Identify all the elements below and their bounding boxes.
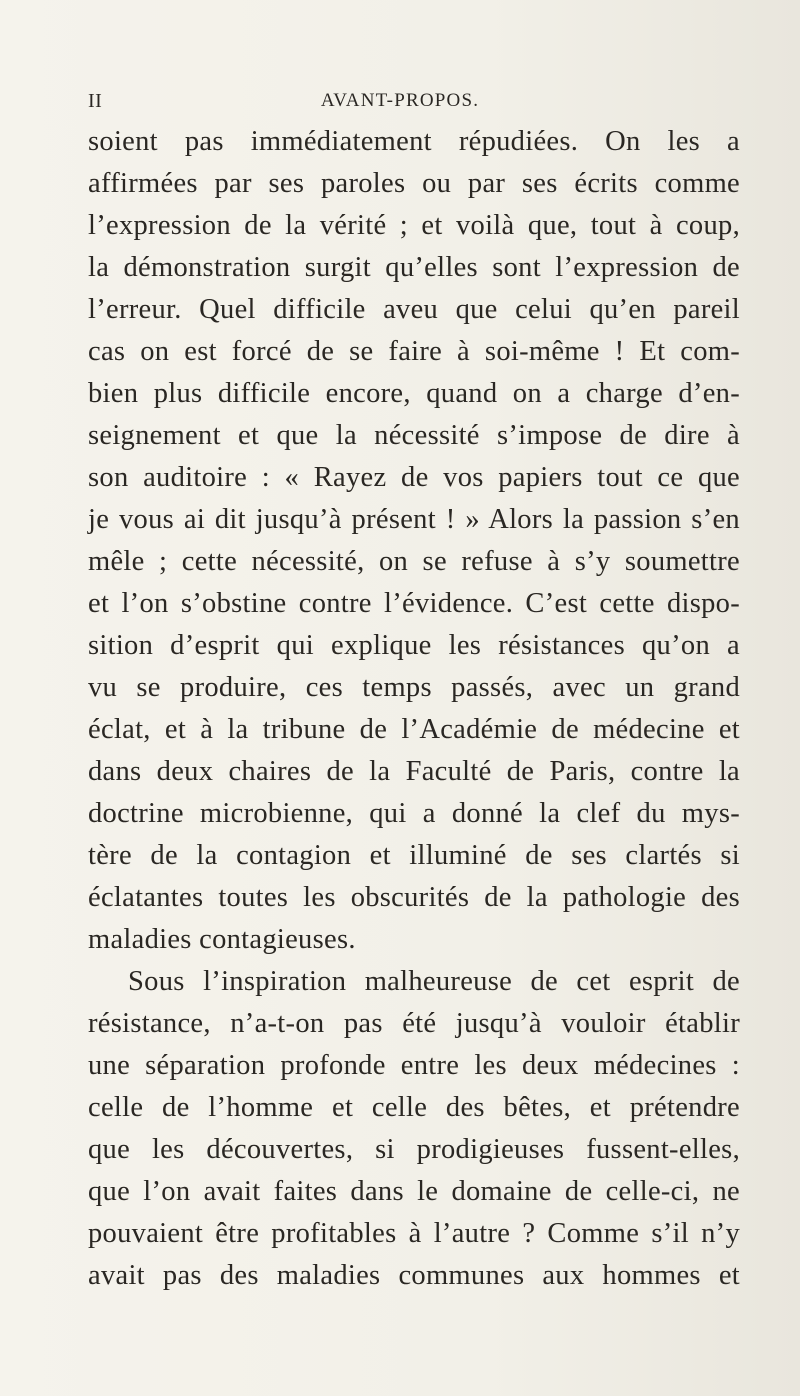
text-line: dans deux chaires de la Faculté de Paris, contre la	[88, 756, 740, 787]
text-line: résistance, n’a-t-on pas été jusqu’à vouloir établir	[88, 1008, 740, 1039]
text-line: bien plus difficile encore, quand on a charge d’en-	[88, 378, 740, 409]
text-line: doctrine microbienne, qui a donné la clef du mys-	[88, 798, 740, 829]
text-line: l’erreur. Quel difficile aveu que celui qu’en pareil	[88, 294, 740, 325]
text-line: sition d’esprit qui explique les résistances qu’on a	[88, 630, 740, 661]
text-line: affirmées par ses paroles ou par ses écrits comme	[88, 168, 740, 199]
text-line: éclatantes toutes les obscurités de la pathologie des	[88, 882, 740, 913]
text-line: et l’on s’obstine contre l’évidence. C’est cette dispo-	[88, 588, 740, 619]
page-header	[0, 84, 800, 114]
text-line: éclat, et à la tribune de l’Académie de médecine et	[88, 714, 740, 745]
text-line-paragraph-start: Sous l’inspiration malheureuse de cet esprit de	[128, 966, 740, 997]
text-line: soient pas immédiatement répudiées. On les a	[88, 126, 740, 157]
text-line: avait pas des maladies communes aux hommes et	[88, 1260, 740, 1291]
text-line: cas on est forcé de se faire à soi-même ! Et com-	[88, 336, 740, 367]
text-line: l’expression de la vérité ; et voilà que, tout à coup,	[88, 210, 740, 241]
text-line: celle de l’homme et celle des bêtes, et prétendre	[88, 1092, 740, 1123]
text-line: vu se produire, ces temps passés, avec un grand	[88, 672, 740, 703]
text-line: je vous ai dit jusqu’à présent ! » Alors la passion s’en	[88, 504, 740, 535]
text-line: une séparation profonde entre les deux médecines :	[88, 1050, 740, 1081]
running-head: AVANT-PROPOS.	[320, 90, 480, 111]
text-line: pouvaient être profitables à l’autre ? Comme s’il n’y	[88, 1218, 740, 1249]
text-line: son auditoire : « Rayez de vos papiers tout ce que	[88, 462, 740, 493]
body-text	[88, 121, 740, 1297]
text-line-paragraph-end: maladies contagieuses.	[88, 924, 356, 955]
text-line: que l’on avait faites dans le domaine de celle-ci, ne	[88, 1176, 740, 1207]
text-line: mêle ; cette nécessité, on se refuse à s’y soumettre	[88, 546, 740, 577]
text-line: tère de la contagion et illuminé de ses clartés si	[88, 840, 740, 871]
page-number: II	[88, 90, 103, 112]
text-line: que les découvertes, si prodigieuses fussent-elles,	[88, 1134, 740, 1165]
text-line: la démonstration surgit qu’elles sont l’expression de	[88, 252, 740, 283]
text-line: seignement et que la nécessité s’impose de dire à	[88, 420, 740, 451]
